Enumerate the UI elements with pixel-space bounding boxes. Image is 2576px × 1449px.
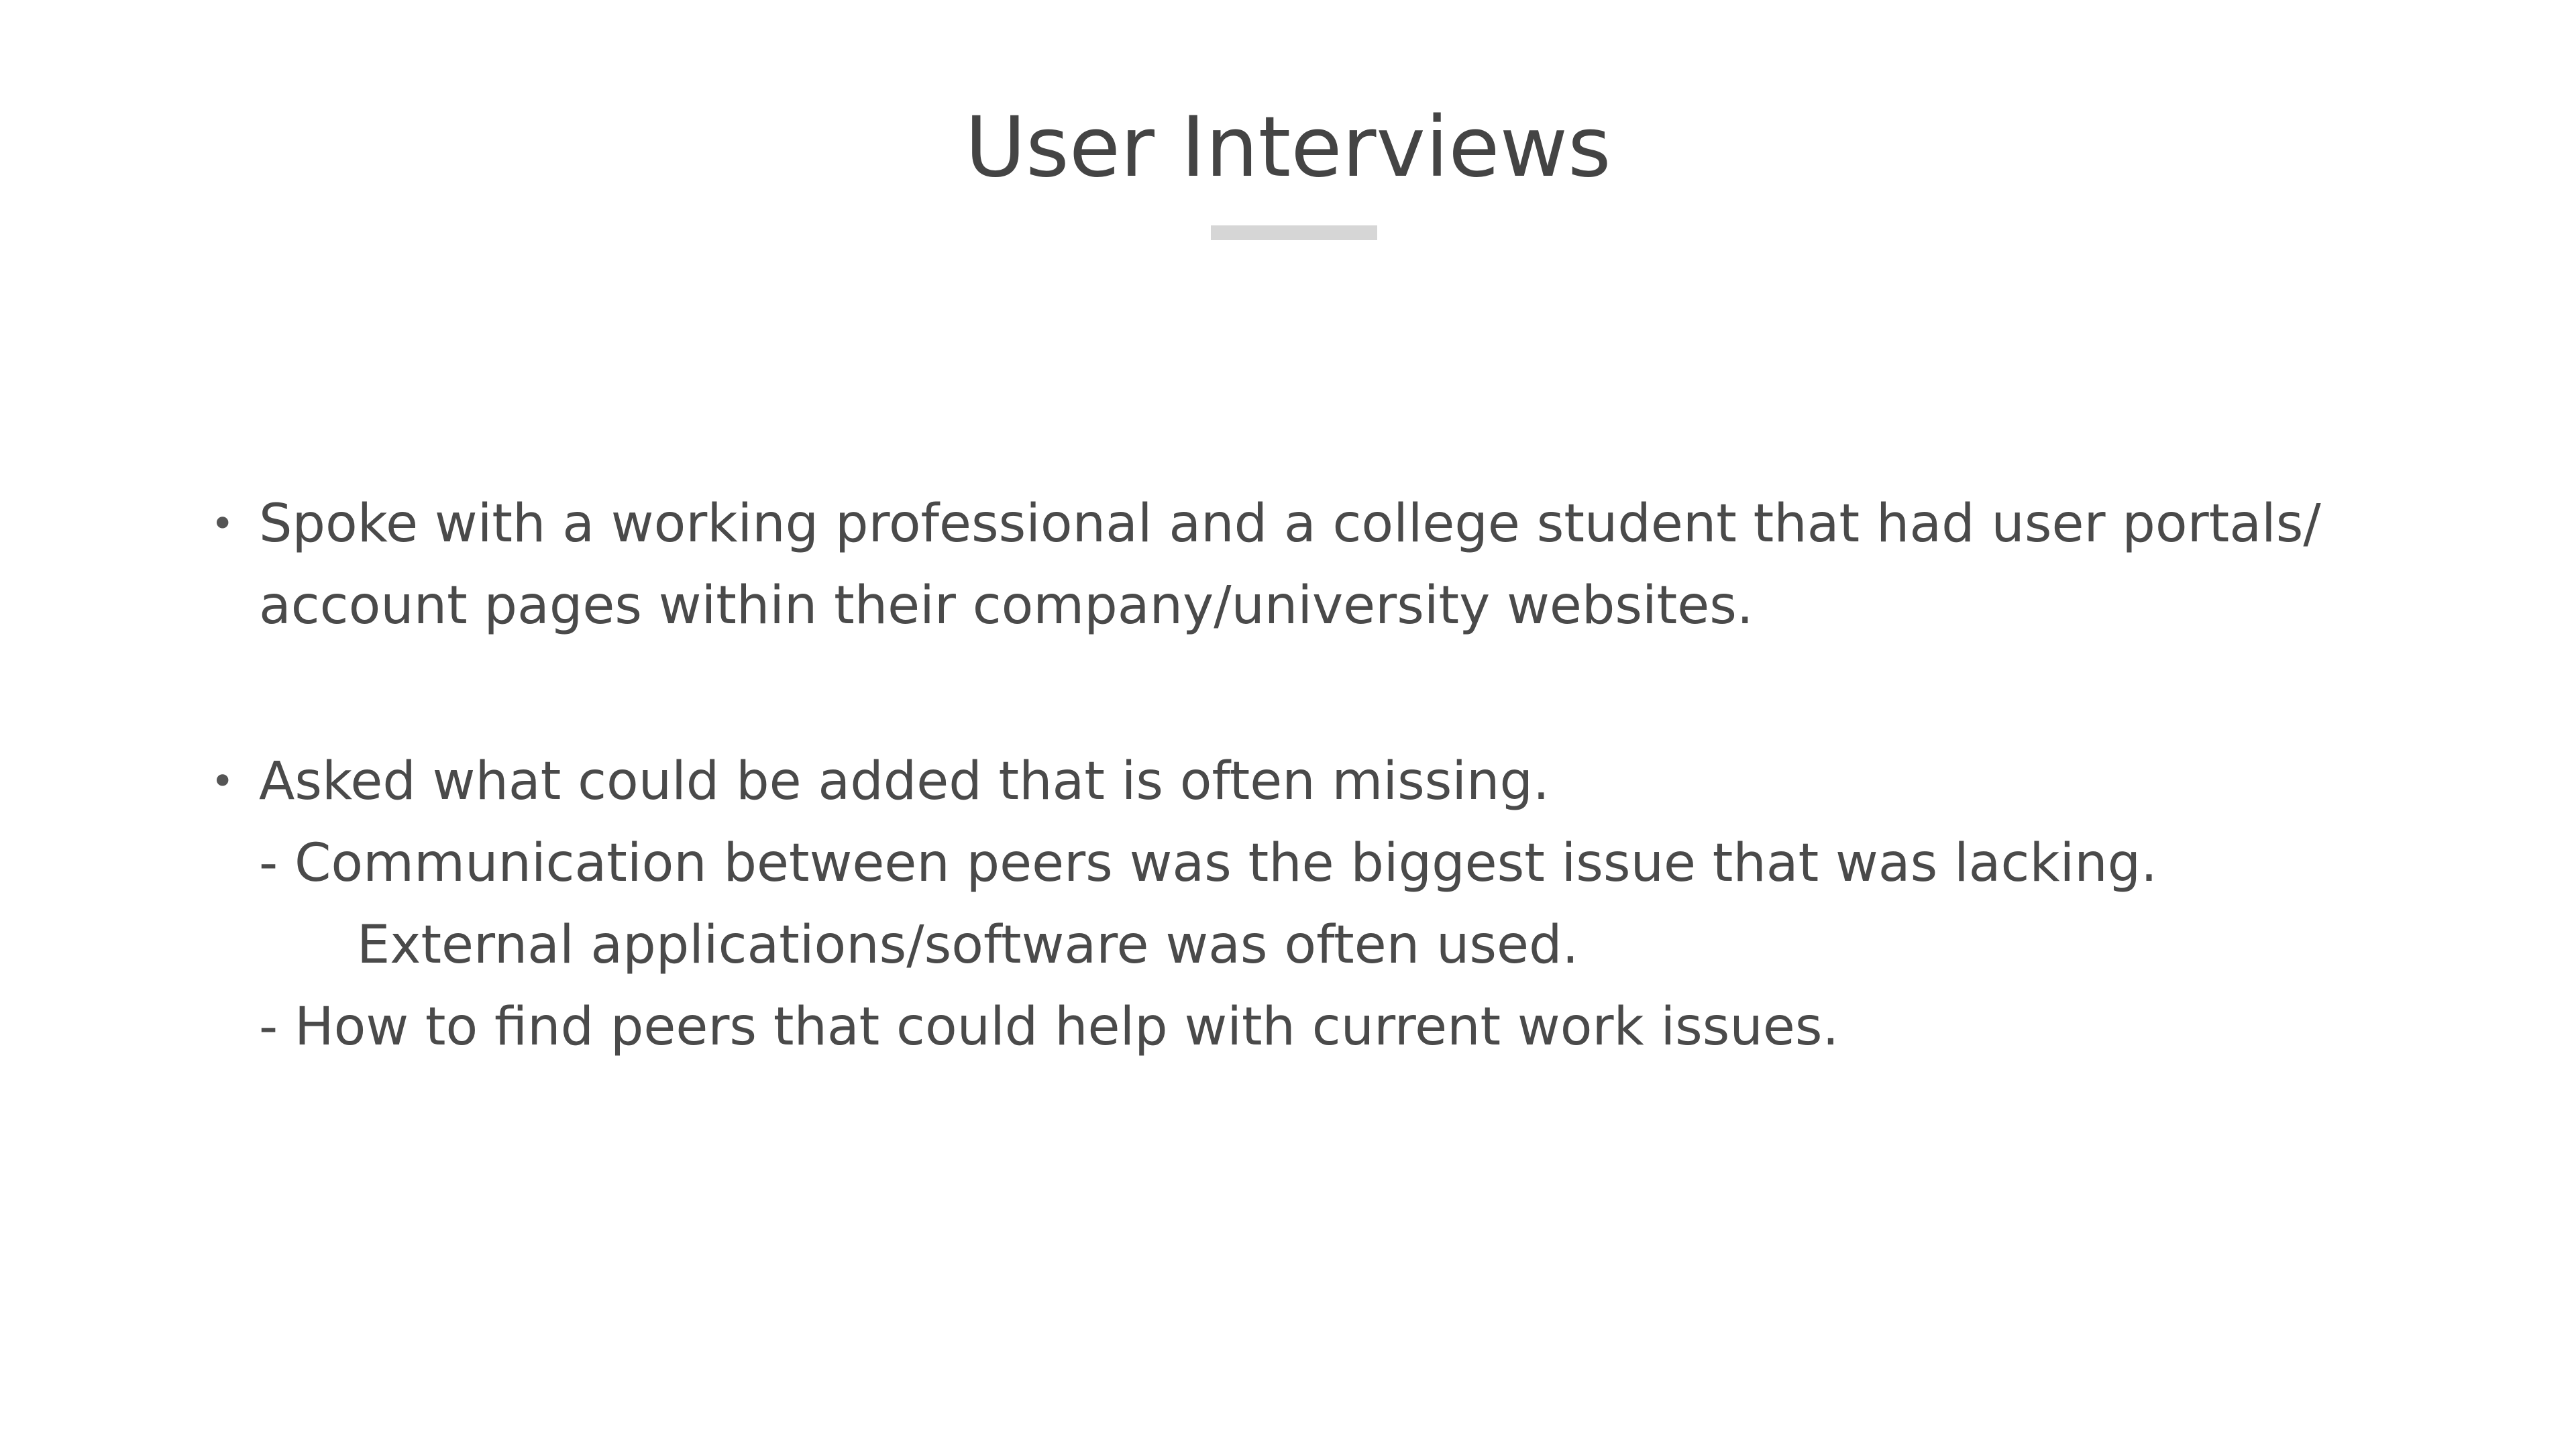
bullet-text-line: Spoke with a working professional and a college student that had user portals/ [259,494,2321,554]
bullet-text-line: account pages within their company/university websites. [259,576,1754,636]
bullet-item [208,741,2422,1068]
sub-point-continuation: External applications/software was often used. [357,915,1579,975]
sub-point-line: - Communication between peers was the biggest issue that was lacking. [259,833,2157,894]
bullet-dot-icon: • [211,758,235,805]
sub-point-line: - How to find peers that could help with current work issues. [259,997,1839,1057]
slide-title: User Interviews [965,99,1611,196]
bullet-item [208,483,2422,647]
title-underline [1211,225,1377,240]
bullet-list [208,483,2422,1068]
bullet-text-line: Asked what could be added that is often missing. [259,751,1550,812]
bullet-dot-icon: • [211,500,235,547]
